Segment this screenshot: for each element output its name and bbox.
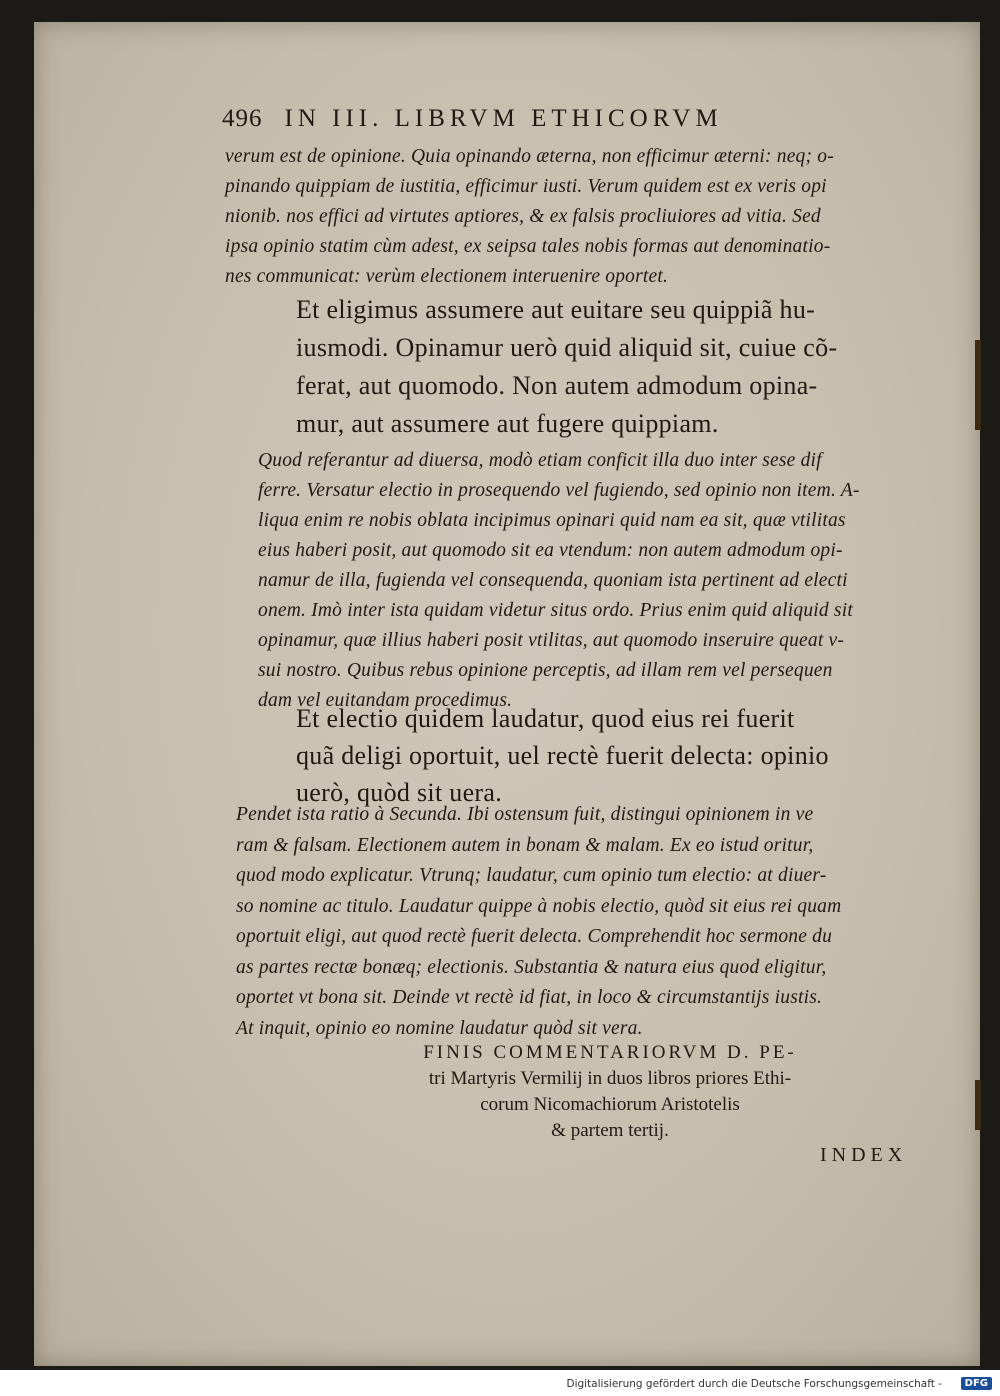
text-line: At inquit, opinio eo nomine laudatur quòd sit vera. bbox=[236, 1017, 643, 1039]
text-line: namur de illa, fugienda vel consequenda, quoniam ista pertinent ad electi bbox=[258, 570, 848, 591]
text-line: mur, aut assumere aut fugere quippiam. bbox=[296, 409, 719, 438]
text-line: nionib. nos effici ad virtutes aptiores, & ex falsis procliuiores ad vitia. Sed bbox=[225, 206, 821, 227]
text-line: Et eligimus assumere aut euitare seu quippiã hu- bbox=[296, 295, 816, 324]
text-line: oportet vt bona sit. Deinde vt rectè id fiat, in loco & circumstantijs iustis. bbox=[236, 987, 823, 1008]
text-line: iusmodi. Opinamur uerò quid aliquid sit, cuiue cõ- bbox=[296, 333, 838, 362]
colophon-line: & partem tertij. bbox=[551, 1120, 669, 1141]
text-line: Quod referantur ad diuersa, modò etiam conficit illa duo inter sese dif bbox=[258, 450, 822, 471]
commentary-block-1 bbox=[225, 142, 834, 292]
text-line: as partes rectæ bonæq; electionis. Substantia & natura eius quod eligitur, bbox=[236, 956, 827, 978]
text-line: onem. Imò inter ista quidam videtur situs ordo. Prius enim quid aliquid sit bbox=[258, 600, 853, 621]
text-line: eius haberi posit, aut quomodo sit ea vtendum: non autem admodum opi- bbox=[258, 540, 843, 561]
colophon-line: FINIS COMMENTARIORVM D. PE- bbox=[423, 1042, 797, 1063]
text-line: ram & falsam. Electionem autem in bonam & malam. Ex eo istud oritur, bbox=[236, 834, 814, 856]
text-line: Et electio quidem laudatur, quod eius rei fuerit bbox=[296, 704, 795, 733]
text-line: verum est de opinione. Quia opinando æterna, non efficimur æterni: neq; o- bbox=[225, 146, 834, 167]
aristotle-text-2 bbox=[296, 700, 829, 811]
text-line: Pendet ista ratio à Secunda. Ibi ostensum fuit, distingui opinionem in ve bbox=[236, 804, 814, 825]
text-line: ferre. Versatur electio in prosequendo vel fugiendo, sed opinio non item. A- bbox=[258, 480, 860, 501]
text-line: ipsa opinio statim cùm adest, ex seipsa tales nobis formas aut denominatio- bbox=[225, 236, 831, 257]
text-line: liqua enim re nobis oblata incipimus opinari quid nam ea sit, quæ vtilitas bbox=[258, 510, 846, 531]
text-line: uerò, quòd sit uera. bbox=[296, 778, 503, 807]
edge-marker bbox=[975, 1080, 981, 1130]
text-line: sui nostro. Quibus rebus opinione perceptis, ad illam rem vel persequen bbox=[258, 660, 833, 681]
page-number: 496 bbox=[222, 105, 263, 132]
text-line: opinamur, quæ illius haberi posit vtilitas, aut quomodo inseruire queat v- bbox=[258, 630, 845, 651]
running-title: IN III. LIBRVM ETHICORVM bbox=[284, 105, 723, 132]
text-line: quã deligi oportuit, uel rectè fuerit delecta: opinio bbox=[296, 741, 829, 770]
text-line: ferat, aut quomodo. Non autem admodum opina- bbox=[296, 371, 818, 400]
commentary-block-3 bbox=[236, 800, 841, 1044]
colophon bbox=[250, 1040, 970, 1144]
running-head bbox=[222, 105, 922, 133]
text-line: dam vel euitandam procedimus. bbox=[258, 690, 513, 711]
colophon-line: corum Nicomachiorum Aristotelis bbox=[480, 1094, 740, 1115]
catchword: INDEX bbox=[820, 1144, 908, 1166]
footer-credit: Digitalisierung gefördert durch die Deutsche Forschungsgemeinschaft - bbox=[566, 1378, 942, 1390]
text-line: oportuit eligi, aut quod rectè fuerit delecta. Comprehendit hoc sermone du bbox=[236, 926, 833, 947]
commentary-block-2 bbox=[258, 446, 860, 716]
text-line: so nomine ac titulo. Laudatur quippe à nobis electio, quòd sit eius rei quam bbox=[236, 895, 842, 917]
colophon-line: tri Martyris Vermilij in duos libros priores Ethi- bbox=[428, 1068, 792, 1089]
aristotle-text-1 bbox=[296, 291, 837, 443]
dfg-logo: DFG bbox=[961, 1377, 992, 1390]
text-line: pinando quippiam de iustitia, efficimur iusti. Verum quidem est ex veris opi bbox=[225, 176, 827, 197]
text-line: quod modo explicatur. Vtrunq; laudatur, cum opinio tum electio: at diuer- bbox=[236, 865, 827, 886]
text-line: nes communicat: verùm electionem interuenire oportet. bbox=[225, 266, 669, 287]
edge-marker bbox=[975, 340, 981, 430]
